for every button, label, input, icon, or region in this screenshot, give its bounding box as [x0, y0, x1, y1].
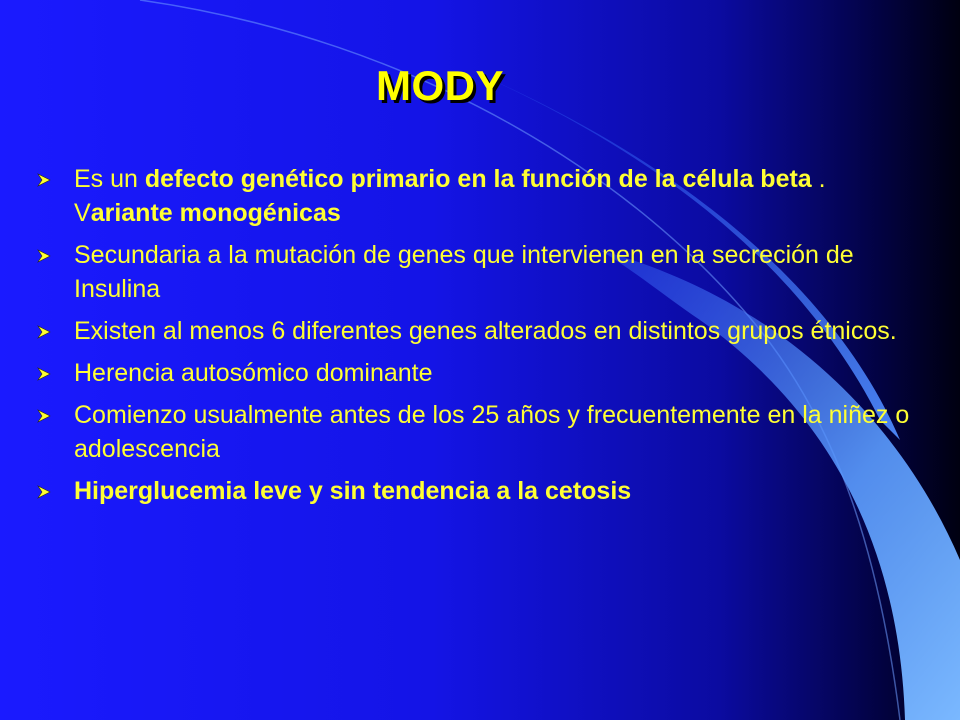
arrowhead-bullet-icon [36, 366, 52, 382]
bullet-text [74, 165, 826, 227]
bullet-text-run: Secundaria a la mutación de genes que intervienen en la secreción de Insulina [74, 241, 854, 303]
bullet-text-bold-run: ariante monogénicas [90, 199, 341, 227]
bullet-list [36, 162, 916, 516]
bullet-text [74, 317, 897, 345]
bullet-item [36, 314, 916, 348]
bullet-text [74, 401, 909, 463]
bullet-text-run: Es un [74, 165, 145, 193]
bullet-text-bold-run: Hiperglucemia leve y sin tendencia a la cetosis [74, 477, 632, 505]
bullet-text-run: . V [74, 165, 826, 227]
slide-title: MODY [376, 62, 504, 109]
arrowhead-bullet-icon [36, 172, 52, 188]
bullet-text-bold-run: defecto genético primario en la función de la célula beta [144, 165, 812, 193]
bullet-item [36, 238, 916, 306]
bullet-text-run: Existen al menos 6 diferentes genes alterados en distintos grupos étnicos. [74, 317, 897, 345]
bullet-item [36, 356, 916, 390]
bullet-text [74, 359, 433, 387]
bullet-item [36, 474, 916, 508]
bullet-item [36, 162, 916, 230]
bullet-text-run: Herencia autosómico dominante [74, 359, 433, 387]
arrowhead-bullet-icon [36, 484, 52, 500]
bullet-text [74, 477, 631, 505]
bullet-text-run: Comienzo usualmente antes de los 25 años y frecuentemente en la niñez o adolescencia [74, 401, 910, 463]
arrowhead-bullet-icon [36, 324, 52, 340]
bullet-item [36, 398, 916, 466]
arrowhead-bullet-icon [36, 248, 52, 264]
arrowhead-bullet-icon [36, 408, 52, 424]
bullet-text [74, 241, 854, 303]
